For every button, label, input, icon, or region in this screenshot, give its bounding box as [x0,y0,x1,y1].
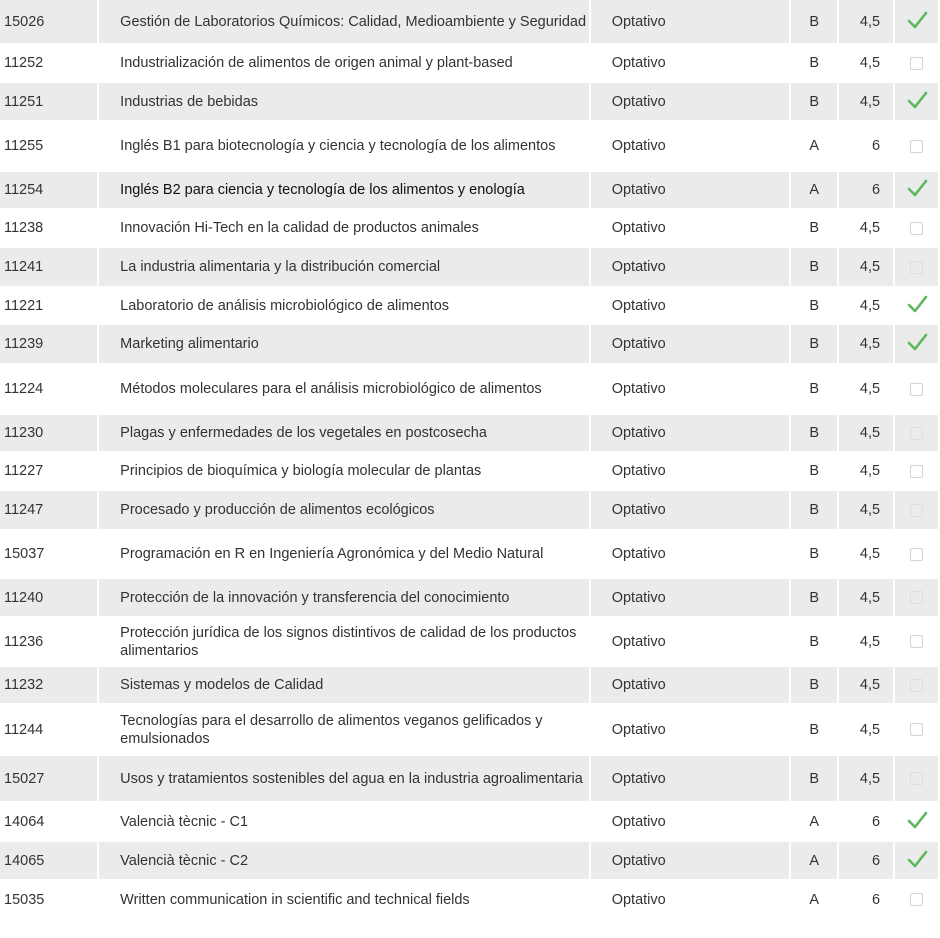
course-name[interactable]: Principios de bioquímica y biología molecular de plantas [99,451,589,491]
course-credits: 4,5 [839,83,893,120]
course-group: B [791,286,837,325]
course-name[interactable]: Valencià tècnic - C1 [99,801,589,842]
course-code: 14064 [0,801,97,842]
course-group: B [791,616,837,667]
course-credits: 4,5 [839,248,893,286]
course-name[interactable]: Gestión de Laboratorios Químicos: Calidad, Medioambiente y Seguridad [99,0,589,43]
course-credits: 6 [839,879,893,920]
course-type: Optativo [591,801,789,842]
course-code: 15026 [0,0,97,43]
check-icon[interactable] [906,90,928,110]
course-group: B [791,579,837,616]
course-name[interactable]: Valencià tècnic - C2 [99,842,589,879]
course-credits: 4,5 [839,491,893,529]
check-icon[interactable] [906,294,928,314]
selection-cell[interactable] [895,248,938,286]
course-code: 11238 [0,208,97,248]
course-credits: 6 [839,842,893,879]
course-credits: 4,5 [839,579,893,616]
course-code: 11236 [0,616,97,667]
selection-cell[interactable] [895,208,938,248]
course-type: Optativo [591,529,789,579]
course-type: Optativo [591,415,789,451]
check-icon[interactable] [906,10,928,30]
selection-cell[interactable] [895,491,938,529]
course-name[interactable]: Sistemas y modelos de Calidad [99,667,589,703]
table-row[interactable] [0,491,938,529]
course-code: 15035 [0,879,97,920]
course-name[interactable]: Procesado y producción de alimentos ecológicos [99,491,589,529]
selection-cell[interactable] [895,667,938,703]
course-credits: 4,5 [839,756,893,801]
course-code: 11239 [0,325,97,363]
course-group: B [791,325,837,363]
checkbox-icon[interactable] [910,679,923,692]
course-group: B [791,248,837,286]
checkbox-icon[interactable] [910,893,923,906]
course-credits: 4,5 [839,529,893,579]
table-row[interactable] [0,286,938,325]
course-group: B [791,703,837,756]
check-icon[interactable] [906,178,928,198]
course-type: Optativo [591,0,789,43]
course-code: 11247 [0,491,97,529]
course-group: B [791,43,837,83]
course-code: 11252 [0,43,97,83]
checkbox-icon[interactable] [910,383,923,396]
course-type: Optativo [591,451,789,491]
course-credits: 4,5 [839,415,893,451]
selection-cell[interactable] [895,879,938,920]
course-group: A [791,120,837,172]
course-code: 15027 [0,756,97,801]
course-credits: 4,5 [839,703,893,756]
course-group: A [791,172,837,208]
table-row[interactable] [0,208,938,248]
course-code: 11251 [0,83,97,120]
table-row[interactable] [0,451,938,491]
course-type: Optativo [591,879,789,920]
selection-cell[interactable] [895,842,938,879]
checkbox-icon[interactable] [910,261,923,274]
course-type: Optativo [591,703,789,756]
course-credits: 4,5 [839,616,893,667]
course-code: 11224 [0,363,97,415]
course-type: Optativo [591,616,789,667]
course-credits: 4,5 [839,208,893,248]
course-type: Optativo [591,172,789,208]
selection-cell[interactable] [895,756,938,801]
course-group: B [791,208,837,248]
table-row[interactable] [0,415,938,451]
course-name[interactable]: Inglés B2 para ciencia y tecnología de los alimentos y enología [99,172,589,208]
course-code: 15037 [0,529,97,579]
course-type: Optativo [591,325,789,363]
table-row[interactable] [0,703,938,756]
selection-cell[interactable] [895,579,938,616]
course-credits: 6 [839,172,893,208]
table-row[interactable] [0,248,938,286]
table-row[interactable] [0,801,938,842]
course-type: Optativo [591,43,789,83]
course-code: 14065 [0,842,97,879]
checkbox-icon[interactable] [910,427,923,440]
course-credits: 6 [839,120,893,172]
selection-cell[interactable] [895,286,938,325]
course-name[interactable]: Laboratorio de análisis microbiológico de alimentos [99,286,589,325]
course-name[interactable]: La industria alimentaria y la distribución comercial [99,248,589,286]
course-credits: 4,5 [839,363,893,415]
course-code: 11230 [0,415,97,451]
course-name[interactable]: Inglés B1 para biotecnología y ciencia y tecnología de los alimentos [99,120,589,172]
table-row[interactable] [0,83,938,120]
course-code: 11227 [0,451,97,491]
course-name[interactable]: Written communication in scientific and technical fields [99,879,589,920]
course-credits: 4,5 [839,286,893,325]
course-type: Optativo [591,208,789,248]
table-row[interactable] [0,172,938,208]
course-name[interactable]: Innovación Hi-Tech en la calidad de productos animales [99,208,589,248]
table-row[interactable] [0,616,938,667]
selection-cell[interactable] [895,363,938,415]
course-name[interactable]: Protección de la innovación y transferencia del conocimiento [99,579,589,616]
selection-cell[interactable] [895,325,938,363]
course-type: Optativo [591,756,789,801]
course-group: B [791,415,837,451]
selection-cell[interactable] [895,172,938,208]
selection-cell[interactable] [895,120,938,172]
course-name[interactable]: Industrialización de alimentos de origen animal y plant-based [99,43,589,83]
course-name[interactable]: Métodos moleculares para el análisis microbiológico de alimentos [99,363,589,415]
course-code: 11241 [0,248,97,286]
course-group: B [791,491,837,529]
table-row[interactable] [0,667,938,703]
checkbox-icon[interactable] [910,548,923,561]
course-code: 11232 [0,667,97,703]
course-group: B [791,83,837,120]
selection-cell[interactable] [895,451,938,491]
course-group: B [791,667,837,703]
checkbox-icon[interactable] [910,57,923,70]
checkbox-icon[interactable] [910,465,923,478]
table-row[interactable] [0,529,938,579]
course-credits: 4,5 [839,667,893,703]
course-type: Optativo [591,491,789,529]
table-row[interactable] [0,325,938,363]
selection-cell[interactable] [895,801,938,842]
check-icon[interactable] [906,332,928,352]
course-type: Optativo [591,842,789,879]
course-name[interactable]: Plagas y enfermedades de los vegetales en postcosecha [99,415,589,451]
checkbox-icon[interactable] [910,222,923,235]
course-group: A [791,879,837,920]
course-code: 11254 [0,172,97,208]
course-type: Optativo [591,120,789,172]
table-row[interactable] [0,579,938,616]
course-credits: 4,5 [839,451,893,491]
course-credits: 4,5 [839,0,893,43]
table-row[interactable] [0,842,938,879]
course-type: Optativo [591,248,789,286]
checkbox-icon[interactable] [910,772,923,785]
course-type: Optativo [591,286,789,325]
course-code: 11255 [0,120,97,172]
selection-cell[interactable] [895,703,938,756]
table-row[interactable] [0,363,938,415]
table-row[interactable] [0,0,938,43]
course-name[interactable]: Protección jurídica de los signos distintivos de calidad de los productos alimentarios [99,616,589,667]
checkbox-icon[interactable] [910,723,923,736]
course-code: 11240 [0,579,97,616]
checkbox-icon[interactable] [910,635,923,648]
table-row[interactable] [0,43,938,83]
course-group: B [791,0,837,43]
course-name[interactable]: Industrias de bebidas [99,83,589,120]
course-group: B [791,756,837,801]
course-type: Optativo [591,579,789,616]
selection-cell[interactable] [895,415,938,451]
course-credits: 4,5 [839,43,893,83]
course-name[interactable]: Marketing alimentario [99,325,589,363]
checkbox-icon[interactable] [910,504,923,517]
course-credits: 4,5 [839,325,893,363]
course-group: A [791,842,837,879]
check-icon[interactable] [906,810,928,830]
course-name[interactable]: Programación en R en Ingeniería Agronómica y del Medio Natural [99,529,589,579]
selection-cell[interactable] [895,529,938,579]
course-name[interactable]: Usos y tratamientos sostenibles del agua en la industria agroalimentaria [99,756,589,801]
course-group: B [791,529,837,579]
course-type: Optativo [591,363,789,415]
course-code: 11244 [0,703,97,756]
course-type: Optativo [591,667,789,703]
table-row[interactable] [0,756,938,801]
course-name[interactable]: Tecnologías para el desarrollo de alimentos veganos gelificados y emulsionados [99,703,589,756]
table-row[interactable] [0,879,938,920]
course-type: Optativo [591,83,789,120]
selection-cell[interactable] [895,43,938,83]
course-group: A [791,801,837,842]
selection-cell[interactable] [895,0,938,43]
selection-cell[interactable] [895,616,938,667]
selection-cell[interactable] [895,83,938,120]
course-group: B [791,363,837,415]
checkbox-icon[interactable] [910,140,923,153]
course-group: B [791,451,837,491]
checkbox-icon[interactable] [910,591,923,604]
course-credits: 6 [839,801,893,842]
course-code: 11221 [0,286,97,325]
table-row[interactable] [0,120,938,172]
check-icon[interactable] [906,849,928,869]
